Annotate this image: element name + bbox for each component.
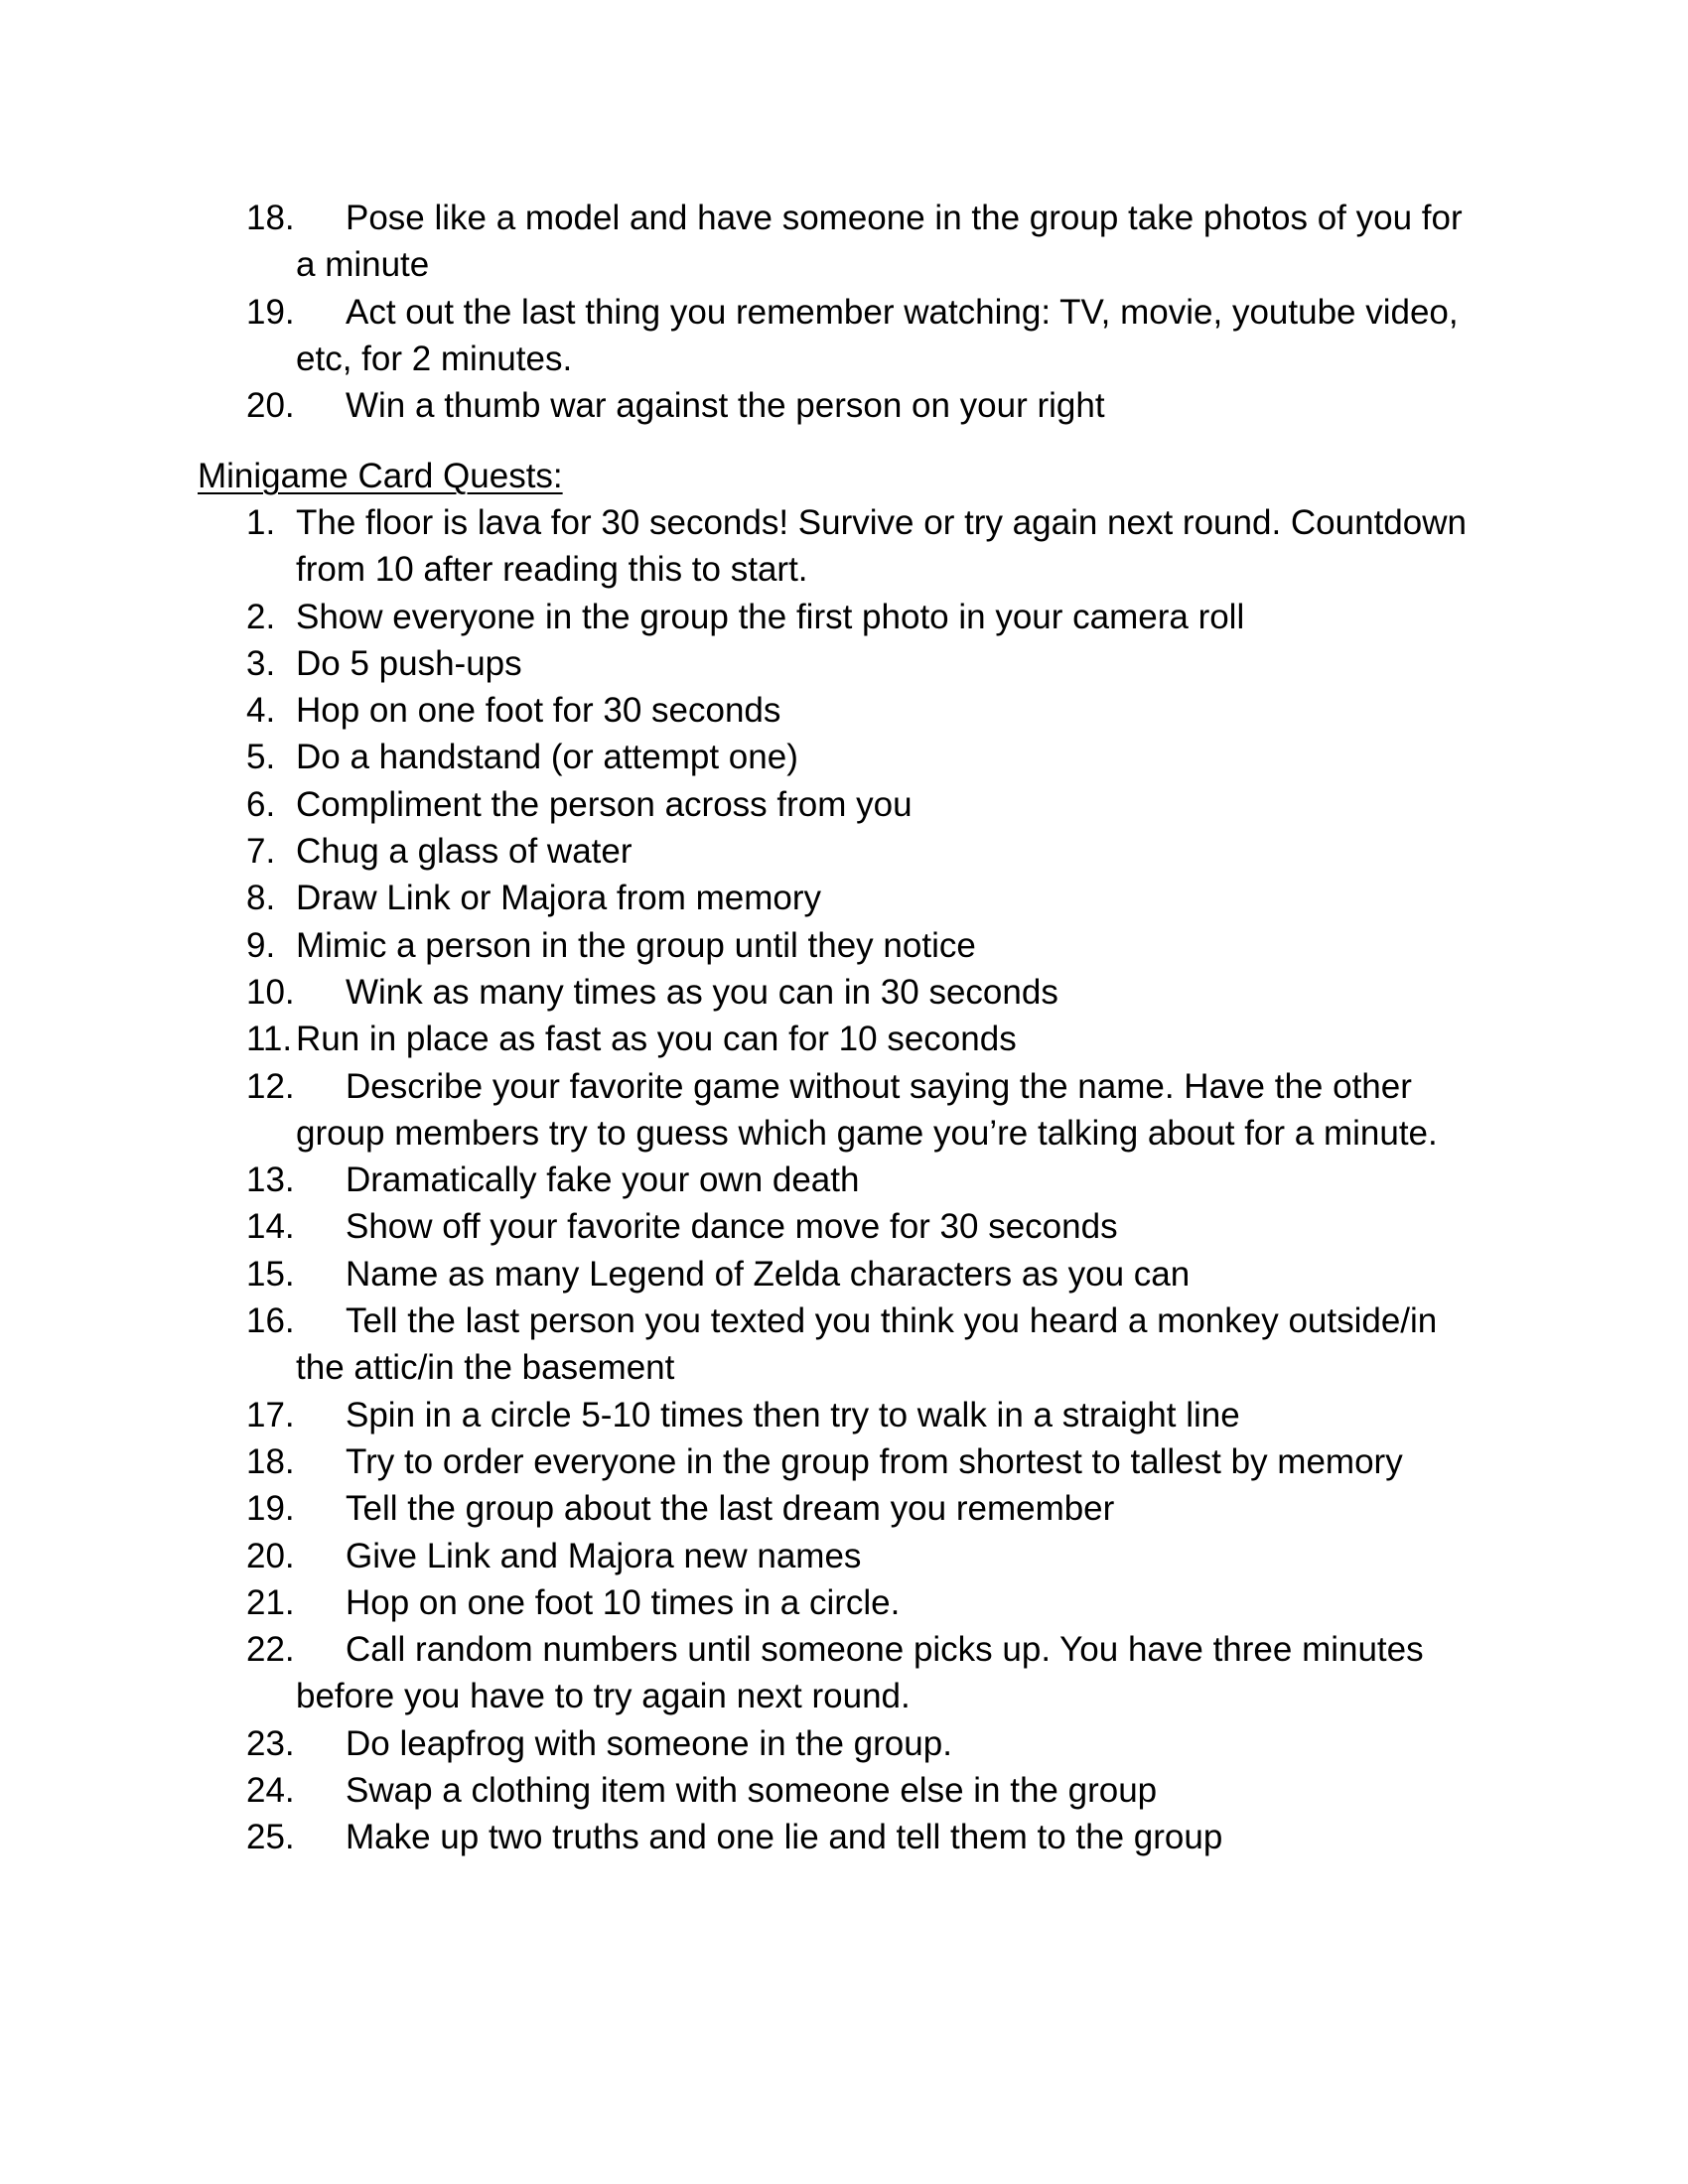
list-item-text: Call random numbers until someone picks up. You have three minutes before you have to try again next round. xyxy=(296,1630,1424,1716)
list-item-number: 11. xyxy=(246,1020,293,1059)
list-item xyxy=(0,1392,1477,1438)
list-item xyxy=(0,687,1477,734)
list-item-number: 21. xyxy=(246,1582,295,1622)
list-item xyxy=(0,1579,1477,1626)
list-item xyxy=(0,781,1477,828)
list-item-number: 7. xyxy=(246,832,276,872)
continued-quest-list xyxy=(0,195,1688,429)
list-item-number: 20. xyxy=(246,1536,295,1575)
list-item-text: Tell the group about the last dream you remember xyxy=(346,1489,1115,1529)
list-item-number: 8. xyxy=(246,879,276,918)
list-item xyxy=(0,1814,1477,1860)
list-item-text: Try to order everyone in the group from shortest to tallest by memory xyxy=(346,1441,1403,1481)
list-item-text: Show everyone in the group the first photo in your camera roll xyxy=(296,597,1245,636)
list-item xyxy=(0,382,1477,429)
minigame-quest-list xyxy=(0,499,1688,1861)
list-item-text: Describe your favorite game without saying the name. Have the other group members try to guess which game you’re talking about for a minute. xyxy=(296,1066,1438,1153)
list-item-text: Do leapfrog with someone in the group. xyxy=(346,1723,952,1763)
list-item-text: Make up two truths and one lie and tell them to the group xyxy=(346,1818,1223,1857)
list-item xyxy=(0,640,1477,687)
list-item xyxy=(0,1157,1477,1203)
list-item xyxy=(0,1297,1477,1392)
list-item-number: 6. xyxy=(246,784,276,824)
list-item-number: 25. xyxy=(246,1818,295,1857)
list-item-number: 10. xyxy=(246,972,295,1012)
list-item-text: Hop on one foot for 30 seconds xyxy=(296,691,781,731)
minigame-heading: Minigame Card Quests: xyxy=(198,457,563,495)
list-item-number: 1. xyxy=(246,503,276,542)
list-item-text: Do a handstand (or attempt one) xyxy=(296,738,798,777)
list-item xyxy=(0,499,1477,594)
list-item-text: Swap a clothing item with someone else in the group xyxy=(346,1771,1158,1811)
list-item xyxy=(0,828,1477,875)
list-item xyxy=(0,1203,1477,1250)
list-item xyxy=(0,1438,1477,1485)
list-item-number: 23. xyxy=(246,1723,295,1763)
list-item xyxy=(0,922,1477,969)
list-item-number: 2. xyxy=(246,597,276,636)
list-item-number: 14. xyxy=(246,1207,295,1247)
list-item-number: 17. xyxy=(246,1395,295,1434)
list-item-text: Tell the last person you texted you think you heard a monkey outside/in the attic/in the basement xyxy=(296,1301,1438,1388)
list-item-number: 19. xyxy=(246,292,295,332)
list-item-text: Wink as many times as you can in 30 seconds xyxy=(346,972,1058,1012)
list-item-number: 19. xyxy=(246,1489,295,1529)
list-item-number: 18. xyxy=(246,199,295,237)
list-item-number: 5. xyxy=(246,738,276,777)
list-item-text: Spin in a circle 5-10 times then try to walk in a straight line xyxy=(346,1395,1240,1434)
list-item xyxy=(0,1063,1477,1158)
list-item xyxy=(0,969,1477,1016)
list-item xyxy=(0,1485,1477,1532)
list-item-text: Pose like a model and have someone in the group take photos of you for a minute xyxy=(296,199,1463,285)
list-item-number: 22. xyxy=(246,1630,295,1670)
list-item-number: 20. xyxy=(246,386,295,426)
list-item-number: 9. xyxy=(246,925,276,965)
list-item-number: 13. xyxy=(246,1160,295,1200)
list-item-text: Do 5 push-ups xyxy=(296,643,522,683)
list-item xyxy=(0,1767,1477,1814)
list-item xyxy=(0,594,1477,640)
list-item-text: Chug a glass of water xyxy=(296,832,633,872)
list-item xyxy=(0,734,1477,780)
list-item-number: 4. xyxy=(246,691,276,731)
list-item-number: 24. xyxy=(246,1771,295,1811)
list-item-text: Act out the last thing you remember watching: TV, movie, youtube video, etc, for 2 minutes. xyxy=(296,292,1459,378)
list-item xyxy=(0,1626,1477,1720)
list-item-text: Compliment the person across from you xyxy=(296,784,913,824)
list-item xyxy=(0,875,1477,921)
list-item-text: Give Link and Majora new names xyxy=(346,1536,862,1575)
list-item-text: Run in place as fast as you can for 10 seconds xyxy=(296,1020,1017,1059)
list-item-number: 12. xyxy=(246,1066,295,1106)
list-item-number: 16. xyxy=(246,1301,295,1341)
list-item-text: Draw Link or Majora from memory xyxy=(296,879,821,918)
list-item-text: Hop on one foot 10 times in a circle. xyxy=(346,1582,901,1622)
list-item xyxy=(0,1533,1477,1579)
list-item-text: Name as many Legend of Zelda characters as you can xyxy=(346,1254,1191,1294)
list-item xyxy=(0,1251,1477,1297)
list-item-text: Dramatically fake your own death xyxy=(346,1160,860,1200)
list-item-text: The floor is lava for 30 seconds! Survive or try again next round. Countdown from 10 after reading this to start. xyxy=(296,503,1467,590)
list-item-text: Win a thumb war against the person on your right xyxy=(346,386,1105,426)
list-item-text: Show off your favorite dance move for 30 seconds xyxy=(346,1207,1118,1247)
list-item-number: 18. xyxy=(246,1441,295,1481)
list-item-text: Mimic a person in the group until they notice xyxy=(296,925,976,965)
list-item xyxy=(0,1016,1477,1062)
list-item xyxy=(0,1720,1477,1767)
list-item xyxy=(0,195,1477,289)
list-item xyxy=(0,289,1477,383)
list-item-number: 15. xyxy=(246,1254,295,1294)
list-item-number: 3. xyxy=(246,643,276,683)
